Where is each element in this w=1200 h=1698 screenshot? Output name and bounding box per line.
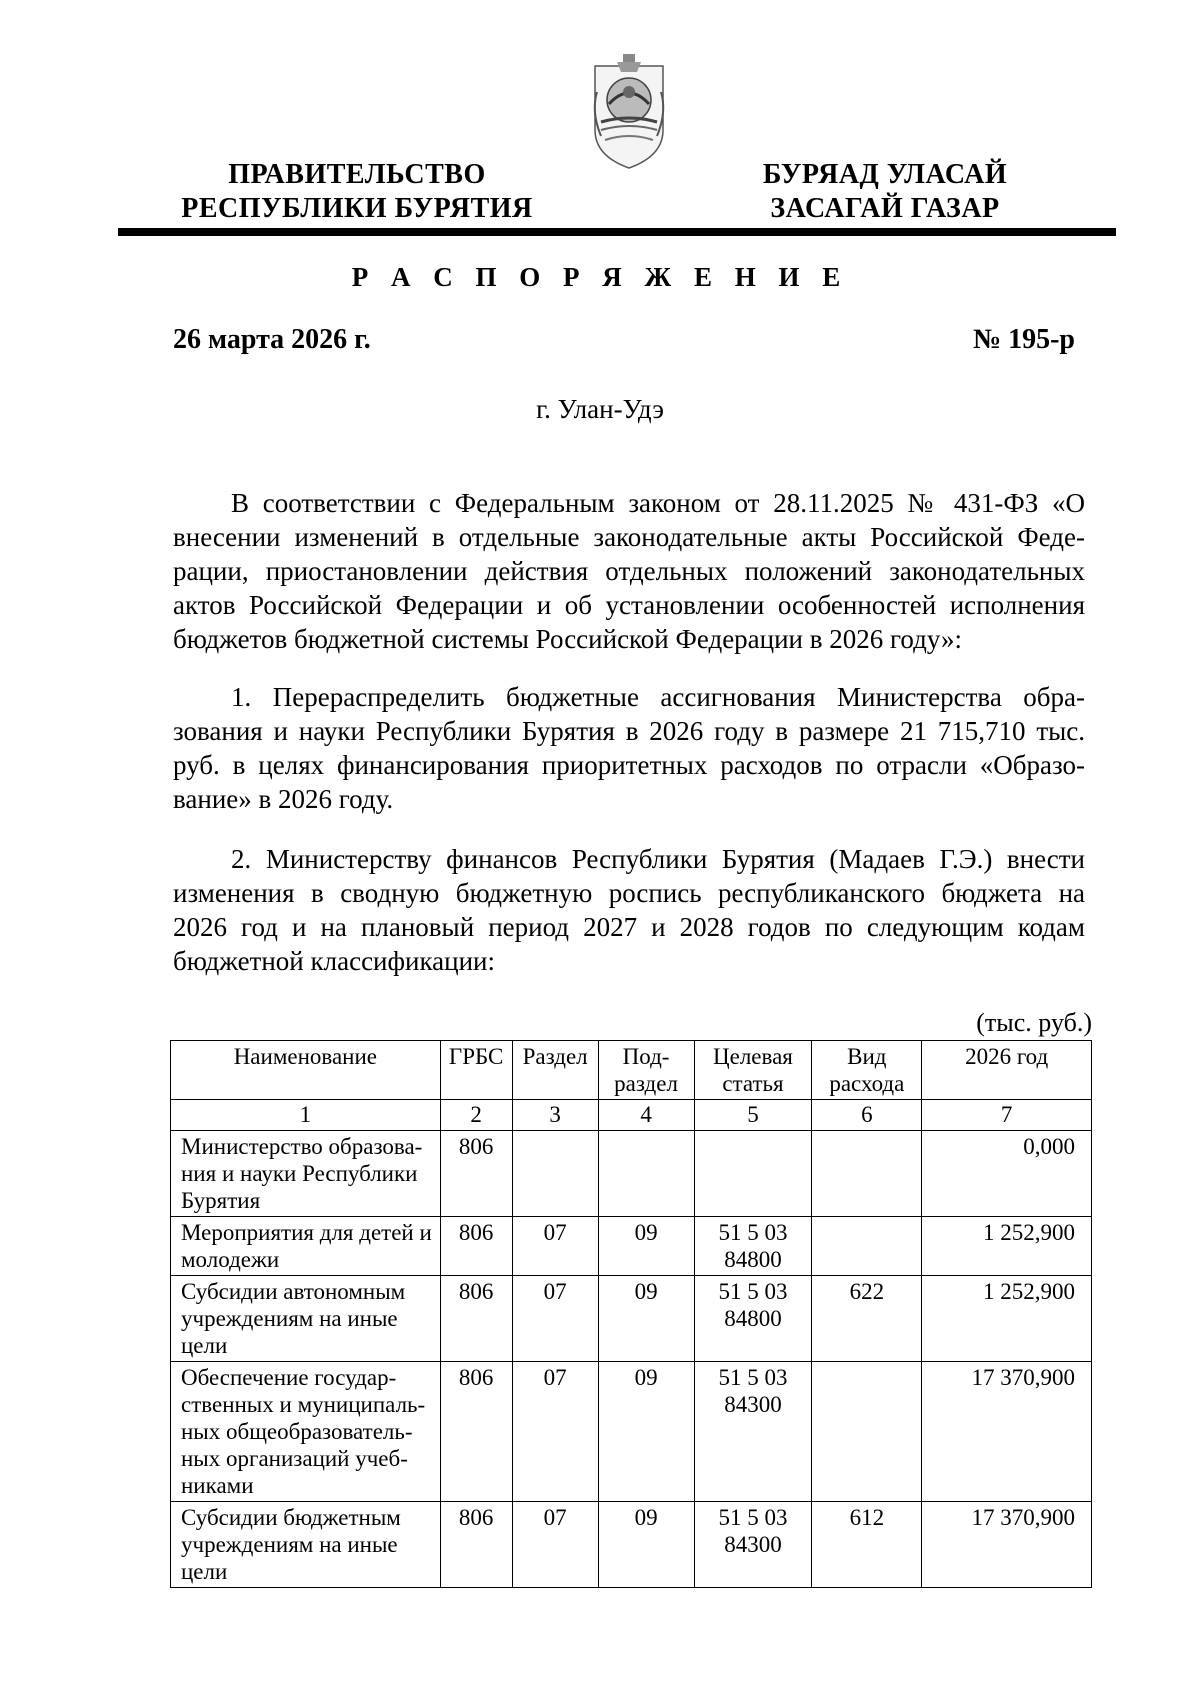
cell-vid: 622 — [812, 1276, 922, 1362]
text-line: рации, приостановлении действия отдельных положений законодательных — [173, 556, 1085, 586]
text-line: внесении изменений в отдельные законодательные акты Российской Феде- — [173, 522, 1085, 552]
cell-razdel: 07 — [512, 1276, 598, 1362]
header-grbs: ГРБС — [440, 1041, 512, 1100]
paragraph-preamble — [173, 486, 1085, 656]
cell-podrazdel: 09 — [598, 1217, 694, 1276]
text-line: вание» в 2026 году. — [173, 784, 394, 814]
cell-grbs: 806 — [440, 1217, 512, 1276]
cell-razdel: 07 — [512, 1217, 598, 1276]
paragraph-item-1 — [173, 680, 1085, 816]
cell-name: Министерство образова- ния и науки Республики Бурятия — [171, 1131, 441, 1217]
col-number: 2 — [440, 1100, 512, 1131]
cell-name: Субсидии автономным учреждениям на иные цели — [171, 1276, 441, 1362]
text-line: бюджетной классификации: — [173, 946, 495, 976]
text-line: руб. в целях финансирования приоритетных расходов по отрасли «Образо- — [173, 750, 1085, 780]
text-line: 2. Министерству финансов Республики Бурятия (Мадаев Г.Э.) внести — [231, 844, 1085, 874]
text-line: 1. Перераспределить бюджетные ассигнования Министерства обра- — [231, 682, 1085, 712]
text-line: зования и науки Республики Бурятия в 2026 году в размере 21 715,710 тыс. — [173, 716, 1085, 746]
header-right-line2: ЗАСАГАЙ ГАЗАР — [770, 193, 1000, 224]
cell-amount: 1 252,900 — [922, 1217, 1092, 1276]
header-year: 2026 год — [922, 1041, 1092, 1100]
cell-razdel: 07 — [512, 1362, 598, 1502]
document-type: Р А С П О Р Я Ж Е Н И Е — [351, 262, 849, 292]
table-row — [171, 1362, 1092, 1502]
col-number: 1 — [171, 1100, 441, 1131]
text-line: актов Российской Федерации и об установлении особенностей исполнения — [173, 590, 1085, 620]
cell-amount: 1 252,900 — [922, 1276, 1092, 1362]
budget-table — [170, 1040, 1092, 1588]
cell-podrazdel — [598, 1131, 694, 1217]
header-left-line1: ПРАВИТЕЛЬСТВО — [228, 159, 486, 190]
cell-amount: 17 370,900 — [922, 1502, 1092, 1588]
col-number: 5 — [694, 1100, 812, 1131]
cell-razdel: 07 — [512, 1502, 598, 1588]
text-line: изменения в сводную бюджетную роспись республиканского бюджета на — [173, 878, 1085, 908]
cell-celevaya — [694, 1131, 812, 1217]
col-number: 3 — [512, 1100, 598, 1131]
header-right-line1: БУРЯАД УЛАСАЙ — [762, 159, 1008, 190]
table-units: (тыс. руб.) — [976, 1008, 1092, 1037]
cell-grbs: 806 — [440, 1131, 512, 1217]
col-number: 7 — [922, 1100, 1092, 1131]
text-line: бюджетов бюджетной системы Российской Федерации в 2026 году»: — [173, 624, 963, 654]
cell-razdel — [512, 1131, 598, 1217]
cell-celevaya: 51 5 03 84800 — [694, 1276, 812, 1362]
cell-vid — [812, 1131, 922, 1217]
cell-podrazdel: 09 — [598, 1276, 694, 1362]
cell-grbs: 806 — [440, 1362, 512, 1502]
cell-celevaya: 51 5 03 84300 — [694, 1502, 812, 1588]
header-podrazdel: Под- раздел — [598, 1041, 694, 1100]
col-number: 6 — [812, 1100, 922, 1131]
header-divider — [118, 228, 1116, 236]
cell-name: Обеспечение государ- ственных и муниципаль- ных общеобразователь- ных организаций учеб- никами — [171, 1362, 441, 1502]
text-line: 2026 год и на плановый период 2027 и 2028 годов по следующим кодам — [173, 912, 1085, 942]
header-left — [172, 158, 542, 226]
cell-amount: 17 370,900 — [922, 1362, 1092, 1502]
document-date: 26 марта 2026 г. — [173, 324, 371, 355]
cell-vid — [812, 1362, 922, 1502]
cell-podrazdel: 09 — [598, 1502, 694, 1588]
cell-name: Субсидии бюджетным учреждениям на иные цели — [171, 1502, 441, 1588]
cell-grbs: 806 — [440, 1502, 512, 1588]
cell-vid — [812, 1217, 922, 1276]
paragraph-item-2 — [173, 842, 1085, 978]
table-row — [171, 1131, 1092, 1217]
cell-celevaya: 51 5 03 84800 — [694, 1217, 812, 1276]
col-number: 4 — [598, 1100, 694, 1131]
header-right — [740, 158, 1030, 226]
coat-of-arms-emblem — [587, 52, 671, 170]
cell-amount: 0,000 — [922, 1131, 1092, 1217]
header-name: Наименование — [171, 1041, 441, 1100]
header-left-line2: РЕСПУБЛИКИ БУРЯТИЯ — [181, 193, 533, 224]
text-line: В соответствии с Федеральным законом от 28.11.2025 № 431-ФЗ «О — [231, 488, 1085, 518]
cell-podrazdel: 09 — [598, 1362, 694, 1502]
cell-vid: 612 — [812, 1502, 922, 1588]
header-celevaya: Целевая статья — [694, 1041, 812, 1100]
cell-celevaya: 51 5 03 84300 — [694, 1362, 812, 1502]
table-row — [171, 1502, 1092, 1588]
table-column-numbers — [171, 1100, 1092, 1131]
header-vid: Вид расхода — [812, 1041, 922, 1100]
cell-grbs: 806 — [440, 1276, 512, 1362]
document-number: № 195-р — [972, 324, 1075, 355]
table-row — [171, 1276, 1092, 1362]
table-row — [171, 1217, 1092, 1276]
cell-name: Мероприятия для детей и молодежи — [171, 1217, 441, 1276]
document-place: г. Улан-Удэ — [536, 394, 664, 424]
table-header-row — [171, 1041, 1092, 1100]
header-razdel: Раздел — [512, 1041, 598, 1100]
